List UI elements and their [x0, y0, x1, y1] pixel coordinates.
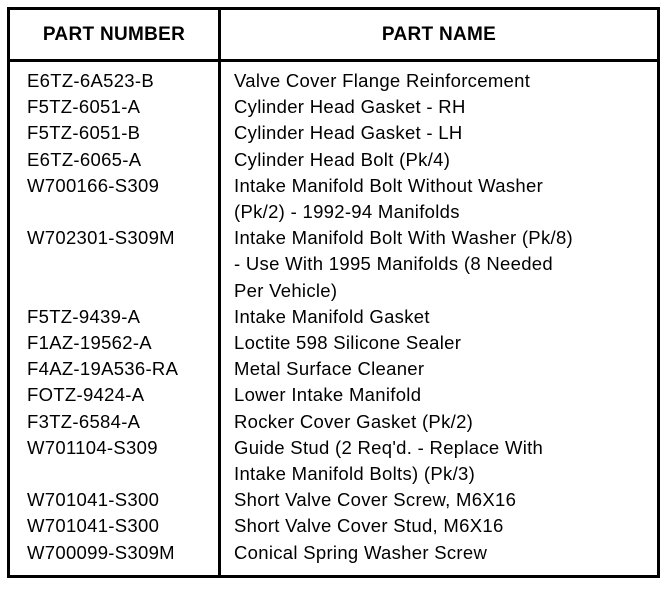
part-name-cell: Metal Surface Cleaner	[234, 358, 425, 380]
table-row	[10, 94, 657, 120]
header-part-name: PART NAME	[381, 23, 497, 45]
table-row	[10, 304, 657, 330]
part-number-cell: F5TZ-6051-A	[27, 96, 141, 118]
part-name-cell: Cylinder Head Gasket - RH	[234, 96, 466, 118]
part-number-cell: F5TZ-9439-A	[27, 305, 141, 327]
part-number-cell: E6TZ-6A523-B	[27, 70, 154, 91]
part-name-cell: Short Valve Cover Screw, M6X16	[234, 489, 517, 511]
part-number-cell: W701104-S309	[27, 436, 158, 458]
table-row	[10, 68, 657, 94]
table-row	[10, 330, 657, 356]
part-number-cell: W702301-S309M	[27, 227, 175, 249]
part-number-cell: W701041-S300	[27, 515, 160, 537]
part-number-cell: F4AZ-19A536-RA	[27, 358, 179, 380]
part-number-cell: F3TZ-6584-A	[27, 410, 141, 432]
part-name-cell: Valve Cover Flange Reinforcement	[234, 70, 531, 91]
table-row	[10, 147, 657, 173]
table-row	[10, 225, 657, 304]
part-number-cell: W700166-S309	[27, 174, 160, 196]
table-row	[10, 120, 657, 146]
part-name-cell: Short Valve Cover Stud, M6X16	[234, 515, 504, 537]
table-row	[10, 435, 657, 487]
table-body	[10, 68, 657, 566]
part-name-cell: Loctite 598 Silicone Sealer	[234, 332, 462, 354]
part-name-cell: Cylinder Head Gasket - LH	[234, 122, 463, 144]
header-part-number: PART NUMBER	[42, 23, 186, 45]
part-name-cell: Lower Intake Manifold	[234, 384, 422, 406]
part-number-cell: F5TZ-6051-B	[27, 122, 141, 144]
table-row	[10, 173, 657, 225]
table-row	[10, 356, 657, 382]
table-row	[10, 540, 657, 566]
part-name-cell: Intake Manifold Bolt Without Washer (Pk/2) - 1992-94 Manifolds	[234, 174, 544, 223]
part-number-cell: F1AZ-19562-A	[27, 332, 152, 354]
part-name-cell: Conical Spring Washer Screw	[234, 541, 488, 563]
table-row	[10, 487, 657, 513]
part-name-cell: Rocker Cover Gasket (Pk/2)	[234, 410, 474, 432]
table-row	[10, 513, 657, 539]
table-row	[10, 382, 657, 408]
parts-table	[7, 7, 660, 578]
part-number-cell: E6TZ-6065-A	[27, 148, 142, 170]
part-name-cell: Cylinder Head Bolt (Pk/4)	[234, 148, 451, 170]
part-number-cell: W700099-S309M	[27, 541, 175, 563]
part-name-cell: Intake Manifold Gasket	[234, 305, 430, 327]
part-number-cell: W701041-S300	[27, 489, 160, 511]
part-number-cell: FOTZ-9424-A	[27, 384, 145, 406]
part-name-cell: Guide Stud (2 Req'd. - Replace With Intake Manifold Bolts) (Pk/3)	[234, 436, 544, 485]
table-row	[10, 409, 657, 435]
part-name-cell: Intake Manifold Bolt With Washer (Pk/8) - Use With 1995 Manifolds (8 Needed Per Vehicle)	[234, 227, 573, 301]
header-divider	[10, 59, 657, 62]
